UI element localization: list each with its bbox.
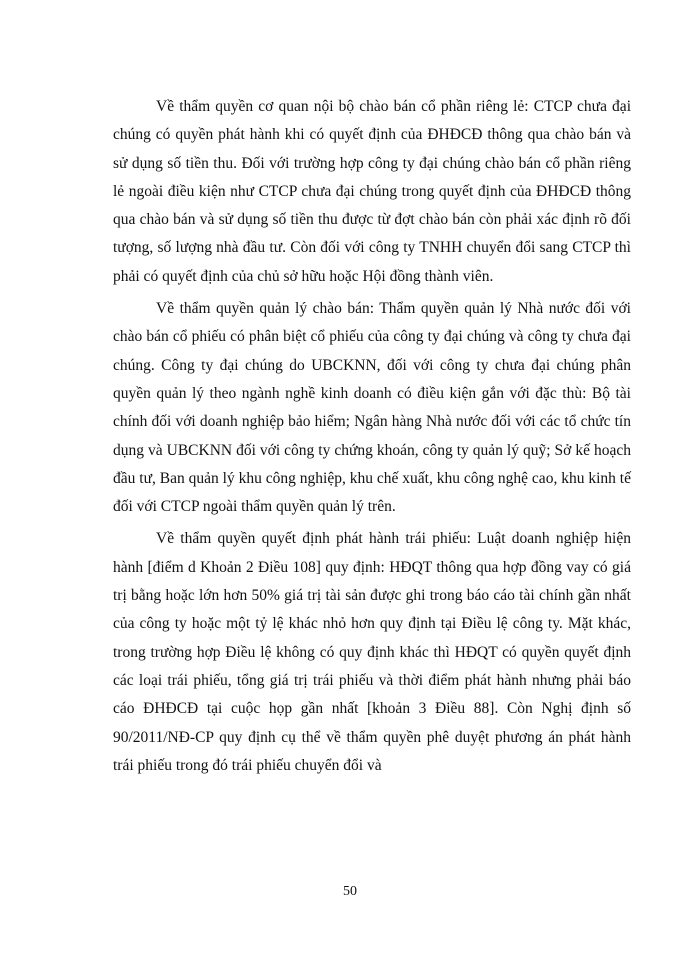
paragraph-bond-issuance: Về thẩm quyền quyết định phát hành trái phiếu: Luật doanh nghiệp hiện hành [điểm d Khoản 2 Điều 108] quy định: HĐQT thông qua hợp đồng vay có giá trị bằng hoặc lớn hơn 50% giá trị tài sản được ghi trong báo cáo tài chính gần nhất của công ty hoặc một tỷ lệ khác nhỏ hơn quy định tại Điều lệ công ty. Mặt khác, trong trường hợp Điều lệ không có quy định khác thì HĐQT có quyền quyết định các loại trái phiếu, tổng giá trị trái phiếu và thời điểm phát hành nhưng phải báo cáo ĐHĐCĐ tại cuộc họp gần nhất [khoản 3 Điều 88]. Còn Nghị định số 90/2011/NĐ-CP quy định cụ thể về thẩm quyền phê duyệt phương án phát hành trái phiếu trong đó trái phiếu chuyển đổi và xyxy=(113,530,631,774)
paragraph-management-authority: Về thẩm quyền quản lý chào bán: Thẩm quyền quản lý Nhà nước đối với chào bán cổ phiếu có phân biệt cổ phiếu của công ty đại chúng và công ty chưa đại chúng. Công ty đại chúng do UBCKNN, đối với công ty chưa đại chúng phân quyền quản lý theo ngành nghề kinh doanh có điều kiện gắn với đặc thù: Bộ tài chính đối với doanh nghiệp bảo hiểm; Ngân hàng Nhà nước đối với các tổ chức tín dụng và UBCKNN đối với công ty chứng khoán, công ty quản lý quỹ; Sở kế hoạch đầu tư, Ban quản lý khu công nghiệp, khu chế xuất, khu công nghệ cao, khu kinh tế đối với CTCP ngoài thẩm quyền quản lý trên. xyxy=(113,300,631,516)
paragraph-issuing-authority: Về thẩm quyền cơ quan nội bộ chào bán cổ phần riêng lẻ: CTCP chưa đại chúng có quyền phát hành khi có quyết định của ĐHĐCĐ thông qua chào bán và sử dụng số tiền thu. Đối với trường hợp công ty đại chúng chào bán cổ phần riêng lẻ ngoài điều kiện như CTCP chưa đại chúng trong quyết định của ĐHĐCĐ thông qua chào bán và sử dụng số tiền thu được từ đợt chào bán còn phải xác định rõ đối tượng, số lượng nhà đầu tư. Còn đối với công ty TNHH chuyển đổi sang CTCP thì phải có quyết định của chủ sở hữu hoặc Hội đồng thành viên. xyxy=(113,98,631,285)
page-number: 50 xyxy=(343,884,357,899)
body-text xyxy=(113,93,631,784)
